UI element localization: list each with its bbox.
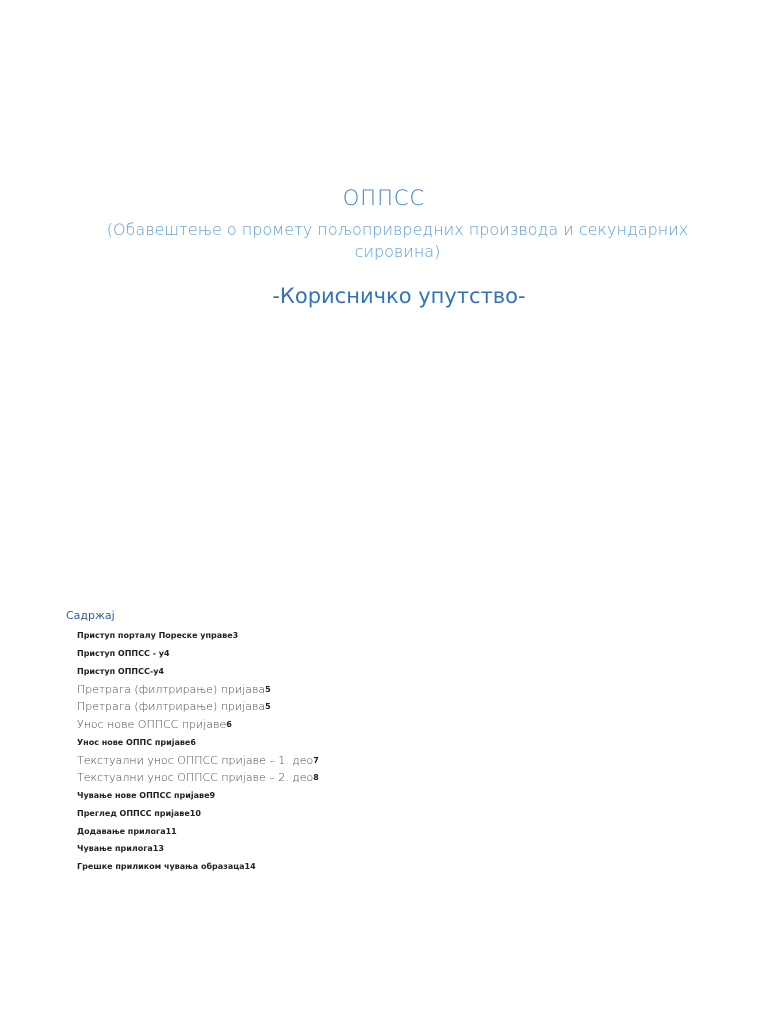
toc-entry-page: 13 [152,844,164,854]
toc-entry-page: 9 [209,791,216,801]
toc-entry[interactable] [77,805,677,823]
toc-entry[interactable] [77,734,677,752]
toc-entry-text: Претрага (филтрирање) пријава [77,700,266,714]
toc-entry-text: Текстуални унос ОППСС пријаве – 2. део [77,771,314,785]
user-manual-label: -Корисничко упутство- [272,284,526,308]
toc-entry-text: Приступ ОППСС-у [77,666,159,676]
toc-entry[interactable] [77,698,677,716]
toc-entry[interactable] [77,751,677,769]
toc-entry-page: 6 [226,720,232,730]
toc-entry-page: 10 [189,808,201,818]
toc-entry[interactable] [77,716,677,734]
toc-entry-text: Грешке приликом чувања образаца [77,862,245,872]
toc-entry-page: 11 [165,826,177,836]
toc-entry[interactable] [77,769,677,787]
toc-entry-page: 4 [163,649,170,659]
document-subtitle: (Обавештење о промету пољопривредних производа и секундарних сировина) [106,220,689,261]
toc-entry-text: Приступ ОППСС - у [77,649,164,659]
toc-entry[interactable] [77,663,677,681]
toc-entry-text: Чување нове ОППСС пријаве [77,791,210,801]
table-of-contents [77,627,677,876]
toc-entry-page: 5 [265,684,271,694]
toc-entry-text: Преглед ОППСС пријаве [77,808,190,818]
toc-entry-page: 5 [265,702,271,712]
document-title: ОППСС [342,186,426,210]
toc-entry-text: Додавање прилога [77,826,166,836]
toc-entry-text: Унос нове ОППСС пријаве [77,718,227,732]
toc-entry[interactable] [77,840,677,858]
toc-entry-text: Чување прилога [77,844,153,854]
toc-entry-page: 6 [190,737,196,747]
toc-entry-text: Текстуални унос ОППСС пријаве – 1. део [77,753,314,767]
toc-entry[interactable] [77,645,677,663]
toc-entry-page: 7 [313,755,319,765]
toc-entry-page: 8 [313,773,319,783]
toc-entry[interactable] [77,680,677,698]
toc-entry[interactable] [77,822,677,840]
toc-entry-text: Претрага (филтрирање) пријава [77,682,266,696]
toc-entry-page: 3 [232,631,239,641]
toc-entry[interactable] [77,787,677,805]
toc-entry[interactable] [77,858,677,876]
toc-entry[interactable] [77,627,677,645]
toc-heading: Садржај [66,609,115,622]
toc-entry-page: 14 [244,862,256,872]
toc-entry-text: Унос нове ОППС пријаве [77,737,191,747]
toc-entry-text: Приступ порталу Пореске управе [77,631,233,641]
toc-entry-page: 4 [158,666,164,676]
